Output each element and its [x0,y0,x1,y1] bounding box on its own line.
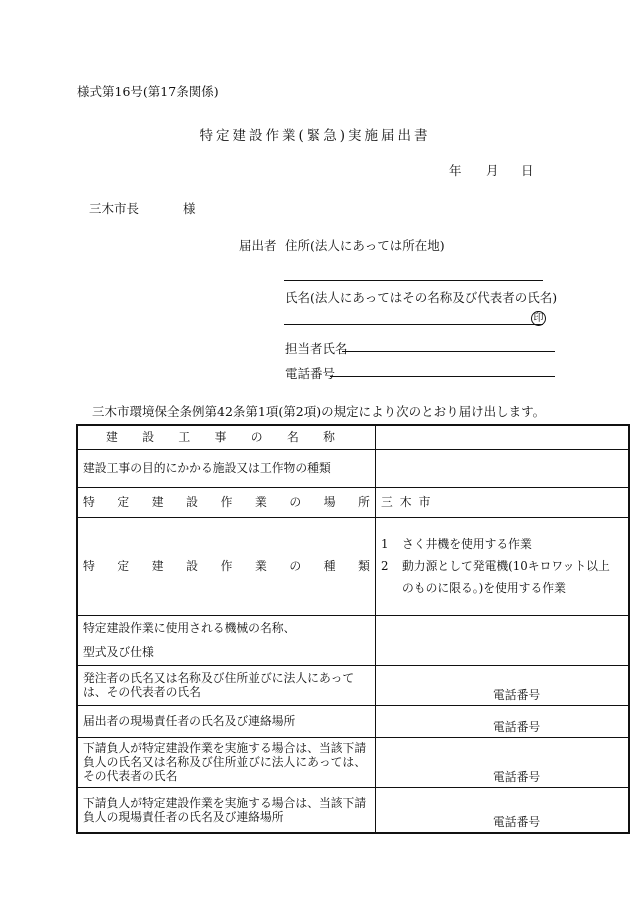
date-month-label: 月 [486,163,499,178]
date-year-label: 年 [449,163,462,178]
phone-label: 電話番号 [285,366,336,381]
table-row [77,737,629,787]
label-char: 作 [220,495,233,509]
label-char: 設 [186,495,198,509]
table-row [77,487,629,517]
subcontractor-manager-label: 下請負人が特定建設作業を実施する場合は、当該下請負人の現場責任者の氏名及び連絡場所 [77,787,376,833]
notification-table [76,424,630,834]
item-text: さく井機を使用する作業 [402,537,532,551]
facility-type-label: 建設工事の目的にかかる施設又は工作物の種類 [77,449,376,487]
work-location-label [77,487,376,517]
document-title: 特定建設作業(緊急)実施届出書 [199,128,431,144]
label-spread [106,430,335,444]
list-item[interactable] [381,533,623,555]
addressee: 三木市長 [89,201,140,216]
item-text-continued: のものに限る。)を使用する作業 [402,581,566,595]
construction-name-label [77,425,376,449]
addressee-honorific: 様 [183,201,196,216]
table-row [77,787,629,833]
form-number: 様式第16号(第17条関係) [77,84,219,99]
subcontractor-field[interactable] [376,737,630,787]
machine-spec-label [77,615,376,665]
label-char: 建 [151,495,164,509]
label-line: 特定建設作業に使用される機械の名称、 [83,621,296,635]
label-char: 作 [220,559,233,573]
label-char: 業 [254,495,267,509]
phone-line[interactable] [330,376,555,377]
item-text: 動力源として発電機(10キロワット以上 [402,559,610,573]
label-char: 特 [83,495,95,509]
subcontractor-manager-field[interactable] [376,787,630,833]
label-line: 型式及び仕様 [83,645,154,659]
table-row [77,615,629,665]
address-line[interactable] [284,280,543,281]
work-location-value: 三木市 [381,495,438,509]
machine-spec-field[interactable] [376,615,630,665]
notifier-label: 届出者 [239,238,277,253]
label-char: 場 [323,495,336,509]
site-manager-label: 届出者の現場責任者の氏名及び連絡場所 [77,705,376,737]
phone-number-label: 電話番号 [493,769,541,784]
item-number: 2 [381,559,389,573]
label-char: 建 [151,559,164,573]
phone-number-label: 電話番号 [493,719,541,734]
subcontractor-label: 下請負人が特定建設作業を実施する場合は、当該下請負人の氏名又は名称及び住所並びに法人にあっては、その代表者の氏名 [77,737,376,787]
table-row [77,449,629,487]
label-char: 業 [254,559,267,573]
label-char: の [289,559,302,573]
table-row [77,665,629,705]
work-type-label [77,517,376,615]
label-char: 設 [186,559,198,573]
label-char: の [250,430,263,445]
phone-number-label: 電話番号 [493,815,541,829]
label-char: 建 [106,430,118,445]
table-row [77,517,629,615]
label-char: 所 [358,495,370,509]
seal-mark: 印 [531,311,546,326]
person-in-charge-label: 担当者氏名 [285,341,348,356]
item-number: 1 [381,537,389,551]
label-char: 種 [323,559,336,573]
person-in-charge-line[interactable] [342,351,555,352]
label-char: 特 [83,559,95,573]
construction-name-field[interactable] [376,425,630,449]
orderer-label: 発注者の氏名又は名称及び住所並びに法人にあっては、その代表者の氏名 [77,665,376,705]
site-manager-field[interactable] [376,705,630,737]
name-label: 氏名(法人にあってはその名称及び代表者の氏名) [285,290,558,305]
work-location-field[interactable] [376,487,630,517]
address-label: 住所(法人にあっては所在地) [285,238,445,253]
label-char: の [289,495,302,509]
label-char: 名 [286,430,299,445]
label-char: 定 [117,559,130,573]
label-char: 工 [178,430,191,445]
intro-text: 三木市環境保全条例第42条第1項(第2項)の規定により次のとおり届け出します。 [92,404,546,419]
date-day-label: 日 [521,163,534,178]
table-row [77,425,629,449]
label-char: 設 [142,430,154,445]
facility-type-field[interactable] [376,449,630,487]
label-char: 称 [323,430,335,445]
label-spread [83,559,370,573]
work-type-field[interactable] [376,517,630,615]
label-spread [83,495,370,509]
label-char: 類 [358,559,370,573]
list-item[interactable] [381,555,623,577]
phone-number-label: 電話番号 [493,687,541,702]
table-row [77,705,629,737]
label-char: 定 [117,495,130,509]
orderer-field[interactable] [376,665,630,705]
name-line[interactable] [284,324,543,325]
label-char: 事 [214,430,227,445]
